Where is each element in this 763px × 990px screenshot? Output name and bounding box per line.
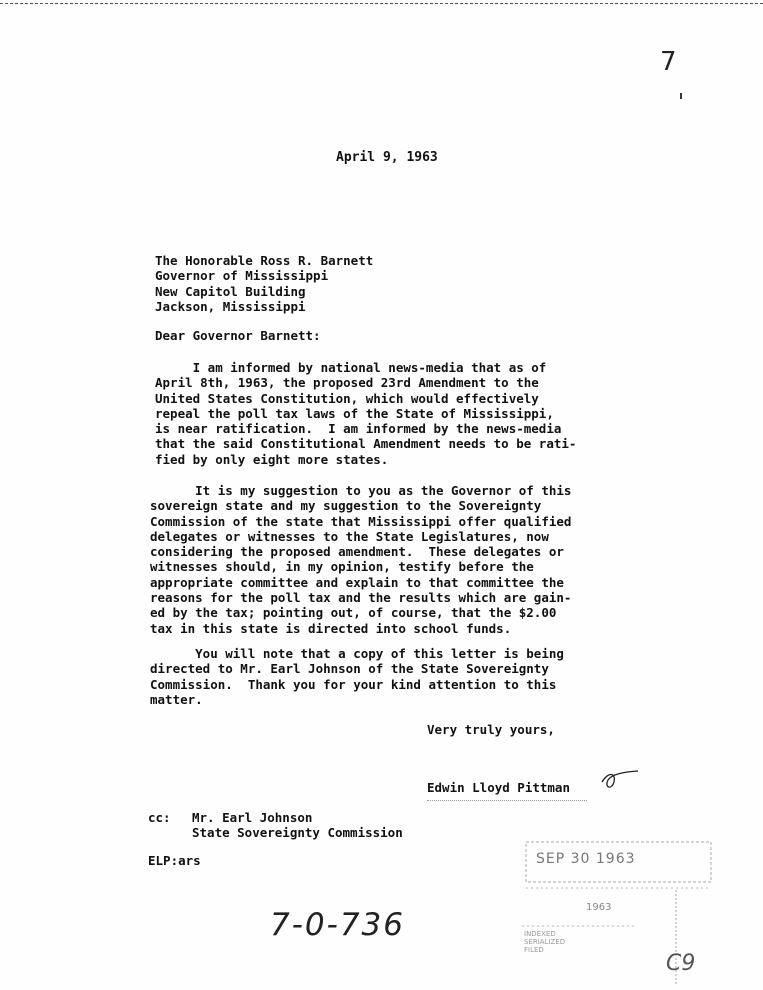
paragraph-line: repeal the poll tax laws of the State of Mississippi, bbox=[155, 405, 554, 421]
stamp-filing-text: INDEXED SERIALIZED FILED bbox=[524, 930, 566, 954]
signature-underline bbox=[427, 800, 587, 801]
paragraph-line: delegates or witnesses to the State Legislatures, now bbox=[150, 528, 549, 544]
paragraph-line: reasons for the poll tax and the results which are gain- bbox=[150, 590, 572, 606]
address-line: The Honorable Ross R. Barnett bbox=[155, 253, 374, 268]
address-line: Governor of Mississippi bbox=[155, 268, 329, 284]
address-line: New Capitol Building bbox=[155, 283, 306, 299]
top-edge-rule bbox=[0, 3, 763, 4]
paragraph-line: is near ratification. I am informed by the news-media bbox=[155, 421, 562, 437]
paragraph-line: appropriate committee and explain to that committee the bbox=[150, 574, 564, 590]
address-line: Jackson, Mississippi bbox=[155, 298, 306, 314]
body-paragraph-1 bbox=[155, 360, 576, 467]
cc-line: Mr. Earl Johnson bbox=[192, 810, 313, 825]
cc-recipients bbox=[192, 810, 403, 841]
cc-line: State Sovereignty Commission bbox=[192, 825, 403, 841]
paragraph-line: matter. bbox=[150, 691, 203, 707]
paragraph-line: considering the proposed amendment. These delegates or bbox=[150, 544, 564, 560]
body-paragraph-3 bbox=[150, 646, 564, 707]
paragraph-line: April 8th, 1963, the proposed 23rd Amendment to the bbox=[155, 375, 539, 391]
paragraph-line: ed by the tax; pointing out, of course, that the $2.00 bbox=[150, 605, 557, 621]
paragraph-line: United States Constitution, which would effectively bbox=[155, 390, 539, 406]
paragraph-line: Commission of the state that Mississippi offer qualified bbox=[150, 513, 572, 529]
paragraph-line: that the said Constitutional Amendment needs to be rati- bbox=[155, 436, 577, 452]
paragraph-line: tax in this state is directed into school funds. bbox=[150, 620, 512, 636]
closing: Very truly yours, bbox=[427, 722, 555, 737]
paragraph-line: directed to Mr. Earl Johnson of the State Sovereignty bbox=[150, 661, 549, 677]
typist-initials: ELP:ars bbox=[148, 853, 201, 868]
paragraph-line: I am informed by national news-media that as of bbox=[155, 360, 547, 375]
cc-label: cc: bbox=[148, 810, 171, 825]
page-mark-dot bbox=[680, 93, 682, 99]
signature-name: Edwin Lloyd Pittman bbox=[427, 780, 570, 795]
paragraph-line: It is my suggestion to you as the Governor of this bbox=[150, 483, 572, 498]
signature-mark-icon bbox=[600, 768, 640, 792]
stamp-middle: 1963 bbox=[586, 902, 612, 913]
handwritten-file-number: 7-0-736 bbox=[270, 907, 405, 943]
page-mark: 7 bbox=[660, 47, 677, 77]
salutation: Dear Governor Barnett: bbox=[155, 328, 321, 343]
paragraph-line: fied by only eight more states. bbox=[155, 451, 389, 467]
stamp-corner-mark: C9 bbox=[666, 951, 696, 976]
paragraph-line: witnesses should, in my opinion, testify before the bbox=[150, 559, 534, 575]
paragraph-line: You will note that a copy of this letter is being bbox=[150, 646, 564, 661]
paragraph-line: sovereign state and my suggestion to the Sovereignty bbox=[150, 498, 542, 514]
recipient-address bbox=[155, 253, 373, 314]
stamp-date: SEP 30 1963 bbox=[536, 851, 636, 867]
body-paragraph-2 bbox=[150, 483, 571, 636]
received-stamp bbox=[516, 838, 716, 988]
letter-date: April 9, 1963 bbox=[336, 150, 438, 165]
paragraph-line: Commission. Thank you for your kind attention to this bbox=[150, 676, 557, 692]
